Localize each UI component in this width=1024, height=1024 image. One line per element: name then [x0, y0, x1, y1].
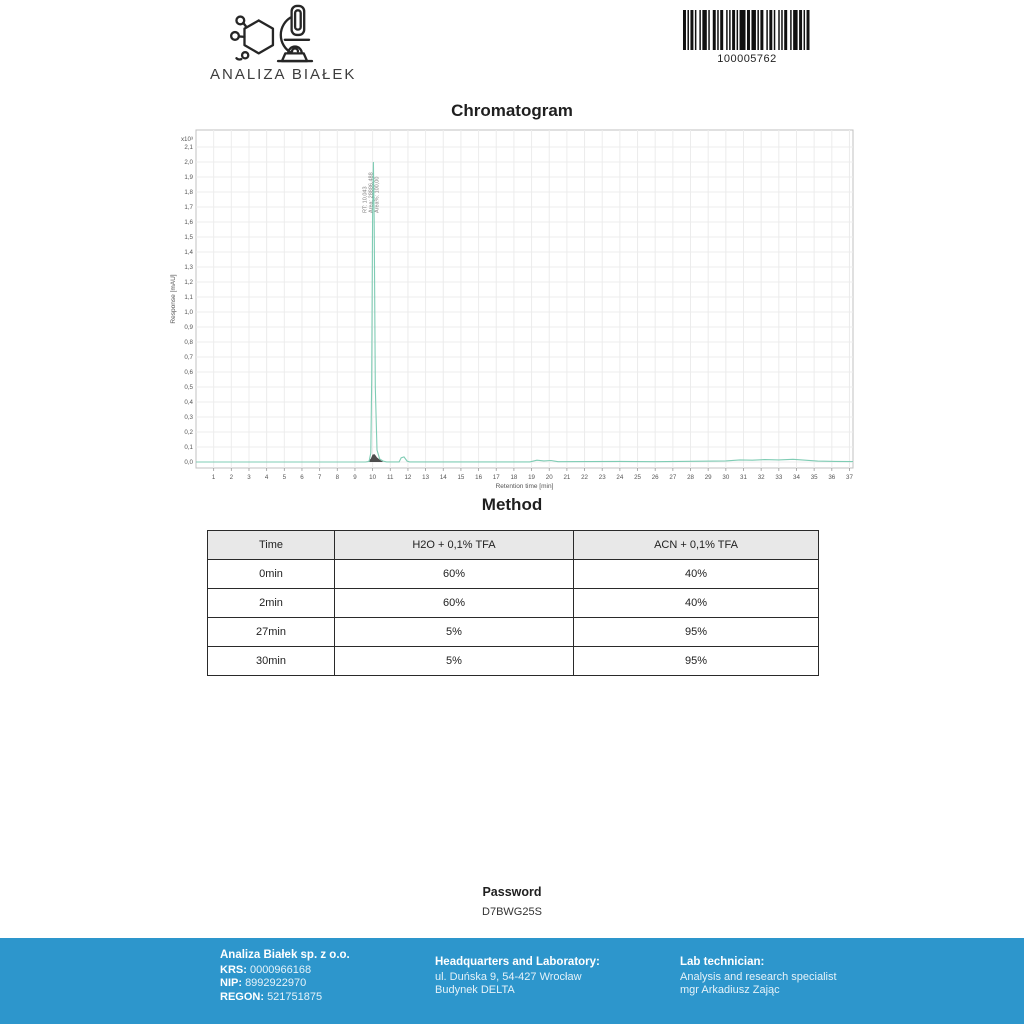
- svg-text:0,7: 0,7: [184, 354, 193, 361]
- svg-text:28: 28: [687, 474, 694, 481]
- svg-text:0,4: 0,4: [184, 399, 193, 406]
- svg-text:4: 4: [264, 474, 269, 481]
- svg-text:2,0: 2,0: [184, 159, 193, 166]
- svg-text:1,6: 1,6: [184, 219, 193, 226]
- svg-text:0,0: 0,0: [184, 459, 193, 466]
- svg-text:20: 20: [545, 474, 553, 481]
- svg-text:29: 29: [704, 474, 712, 481]
- footer-technician-title: Lab technician:: [680, 956, 765, 968]
- table-cell: 60%: [335, 560, 574, 589]
- table-cell: 40%: [574, 589, 819, 618]
- table-cell: 95%: [574, 647, 819, 676]
- svg-text:31: 31: [740, 474, 747, 481]
- svg-text:0,9: 0,9: [184, 324, 193, 331]
- chromatogram-plot: [165, 125, 865, 490]
- svg-text:15: 15: [457, 474, 465, 481]
- barcode-icon: [683, 10, 811, 50]
- company-logo-text: ANALIZA BIAŁEK: [210, 66, 357, 83]
- svg-text:8: 8: [335, 474, 340, 481]
- svg-text:5: 5: [282, 474, 287, 481]
- svg-text:24: 24: [616, 474, 624, 481]
- svg-text:9: 9: [353, 474, 357, 481]
- svg-text:2,1: 2,1: [184, 144, 193, 151]
- svg-text:1,5: 1,5: [184, 234, 193, 241]
- svg-text:18: 18: [510, 474, 518, 481]
- svg-text:23: 23: [598, 474, 606, 481]
- svg-text:13: 13: [422, 474, 430, 481]
- svg-text:14: 14: [439, 474, 447, 481]
- svg-text:1,8: 1,8: [184, 189, 193, 196]
- molecule-microscope-logo-icon: [230, 4, 330, 64]
- barcode-number: 100005762: [717, 53, 777, 65]
- svg-text:22: 22: [581, 474, 588, 481]
- svg-text:1: 1: [211, 474, 216, 481]
- method-table-header-cell: Time: [208, 531, 335, 560]
- svg-text:36: 36: [828, 474, 836, 481]
- svg-text:6: 6: [300, 474, 304, 481]
- svg-text:34: 34: [793, 474, 800, 481]
- footer-krs: KRS: 0000966168: [220, 963, 312, 976]
- password-value: D7BWG25S: [482, 906, 542, 918]
- footer-hq-title: Headquarters and Laboratory:: [435, 956, 600, 968]
- footer-company-name: Analiza Białek sp. z o.o.: [220, 949, 350, 961]
- table-cell: 27min: [208, 618, 335, 647]
- svg-text:1,4: 1,4: [184, 249, 193, 256]
- method-title: Method: [481, 495, 543, 514]
- svg-text:26: 26: [651, 474, 659, 481]
- password-label: Password: [482, 885, 542, 899]
- svg-text:1,1: 1,1: [184, 294, 193, 301]
- footer-technician-info: [680, 956, 837, 998]
- footer-technician-role: Analysis and research specialist: [680, 970, 837, 983]
- svg-text:25: 25: [634, 474, 641, 481]
- svg-text:0,1: 0,1: [184, 444, 193, 451]
- svg-text:2: 2: [229, 474, 234, 481]
- svg-text:Area%: 100,00: Area%: 100,00: [374, 176, 381, 213]
- svg-text:1,3: 1,3: [184, 264, 193, 271]
- table-cell: 5%: [335, 647, 574, 676]
- svg-text:Area: 28886,488: Area: 28886,488: [368, 172, 375, 213]
- table-cell: 60%: [335, 589, 574, 618]
- svg-text:16: 16: [475, 474, 483, 481]
- table-row: [208, 560, 819, 589]
- svg-text:30: 30: [722, 474, 730, 481]
- svg-text:Response [mAU]: Response [mAU]: [170, 274, 177, 324]
- svg-text:1,7: 1,7: [184, 204, 193, 211]
- svg-text:RT: 10,043: RT: 10,043: [362, 186, 369, 213]
- chromatogram-chart: [165, 125, 865, 490]
- footer-nip: NIP: 8992922970: [220, 977, 307, 989]
- footer-hq-building: Budynek DELTA: [435, 984, 515, 996]
- svg-text:33: 33: [775, 474, 783, 481]
- svg-text:37: 37: [846, 474, 853, 481]
- table-cell: 95%: [574, 618, 819, 647]
- footer-regon: REGON: 521751875: [220, 990, 323, 1003]
- svg-text:0,5: 0,5: [184, 384, 193, 391]
- footer-technician-name: mgr Arkadiusz Zając: [680, 984, 780, 996]
- svg-text:17: 17: [492, 474, 500, 481]
- method-table: [207, 530, 819, 676]
- svg-text:0,2: 0,2: [184, 429, 193, 436]
- method-table-header-cell: ACN + 0,1% TFA: [574, 531, 819, 560]
- table-cell: 2min: [208, 589, 335, 618]
- table-cell: 0min: [208, 560, 335, 589]
- svg-text:11: 11: [387, 474, 394, 481]
- footer-company-info: [220, 949, 350, 1004]
- svg-text:0,8: 0,8: [184, 339, 193, 346]
- footer-hq-address: ul. Duńska 9, 54-427 Wrocław: [435, 970, 582, 983]
- svg-text:3: 3: [247, 474, 251, 481]
- svg-text:Retention time [min]: Retention time [min]: [495, 483, 554, 490]
- footer-hq-info: [435, 956, 600, 998]
- svg-text:12: 12: [404, 474, 412, 481]
- table-cell: 30min: [208, 647, 335, 676]
- method-table-header: [208, 531, 819, 560]
- svg-text:1,9: 1,9: [184, 174, 193, 181]
- table-cell: 40%: [574, 560, 819, 589]
- method-table-header-cell: H2O + 0,1% TFA: [335, 531, 574, 560]
- table-cell: 5%: [335, 618, 574, 647]
- svg-text:32: 32: [757, 474, 765, 481]
- svg-text:7: 7: [317, 474, 322, 481]
- svg-text:21: 21: [563, 474, 571, 481]
- table-row: [208, 589, 819, 618]
- svg-text:x10³: x10³: [180, 136, 193, 143]
- table-row: [208, 647, 819, 676]
- method-table-body: [208, 560, 819, 676]
- company-logo-block: [210, 4, 357, 83]
- svg-text:0,3: 0,3: [184, 414, 193, 421]
- svg-text:10: 10: [369, 474, 377, 481]
- table-row: [208, 618, 819, 647]
- svg-text:0,6: 0,6: [184, 369, 193, 376]
- svg-text:1,2: 1,2: [184, 279, 193, 286]
- barcode-block: [683, 10, 811, 65]
- svg-text:35: 35: [810, 474, 818, 481]
- svg-text:19: 19: [528, 474, 536, 481]
- svg-text:1,0: 1,0: [184, 309, 193, 316]
- svg-text:27: 27: [669, 474, 677, 481]
- chromatogram-title: Chromatogram: [451, 101, 573, 120]
- footer-bar: [0, 938, 1024, 1024]
